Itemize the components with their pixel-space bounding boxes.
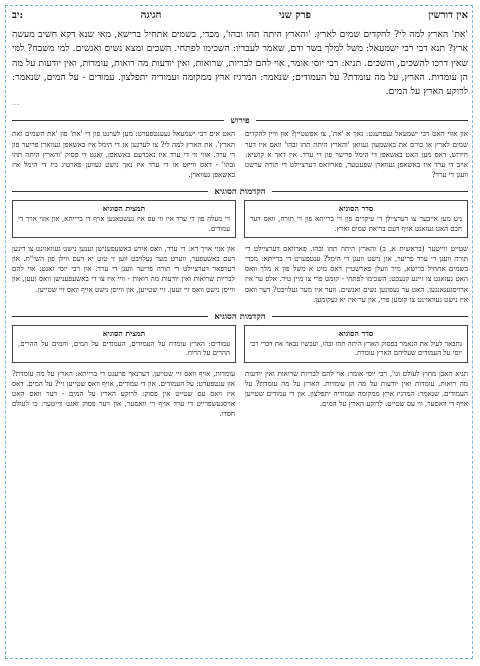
- box-body: נתבאר לעיל את הנאמר בפסוק הארץ היתה תהו ובהו, ועכשיו נבאר את דברי רבי יוסי על העמודים שעליהם הארץ עומדת.: [250, 339, 462, 358]
- section-label: פירוש: [230, 116, 250, 127]
- divider-line: [12, 120, 224, 121]
- seder-box: [244, 325, 468, 363]
- body-column-right: שטייט ווייטער (בראשית א, ב) והארץ היתה תהו ובהו. פארוואס דערציילט די תורה וועגן די ערד פריער, און נישט וועגן די הימל? ענטפערט די ברייתא: מכדי בשמים אתחיל ברישא, מיר וועלן פארשטיין דאס מיט א משל פון א מלך וואס האט געזאגט צו זיינע קנעכט: השכימו לפתחי - קומט פרי צו מיין טיר. אלס ער איז ארויסגעגאנגען, האט ער געפונען נשים ואנשים. ווער איז מער געלויבט? דער וואס איז נישט געוואוינט צו קומען פרי, און ער איז יא געקומען.: [245, 244, 468, 304]
- body-columns: [12, 244, 468, 305]
- page-number: יב:: [12, 10, 24, 21]
- page-header: [12, 10, 468, 26]
- perek-title: פרק שני: [278, 10, 311, 21]
- hakdamat-header: [12, 186, 468, 197]
- summary-boxes-2: [12, 325, 468, 363]
- seder-box: [244, 200, 468, 238]
- ellipsis-mark: ...: [12, 98, 20, 108]
- bottom-column-right: תניא האבן מחוץ לעולם וגו', רבי יוסי אומר: אוי להם לבריות שרואות ואין יודעות מה רואות, עומדות ואין יודעות על מה הן עומדות. הארץ על מה עומדת? על העמודים, שנאמר: המרגיז ארץ ממקומה ועמודיה יתפלצון. און די עמודים שטייען אויף די וואסער, ווי עס שטייט: לרוקע הארץ על המים.: [245, 368, 468, 409]
- box-body: ניט מען אייבער צו דערציילן די עיקרים פון די ברייתא פון די תורה, וואס דער חכם האט געזאגט אויף דעם בריאת שמים וארץ.: [250, 214, 462, 233]
- tamtzis-box: [12, 325, 236, 363]
- perush-column-left: האט אים רבי ישמעאל געענטפערט: מען לערנט פון די 'את' פון 'את השמים ואת הארץ'. את הארץ למה לי? צו לערנען אז די הימל איז באשאפן געווארן פריער פון די ערד. אזוי ווי די ערד איז נאכדעם באשאפן, זאגט די פסוק 'והארץ היתה תהו ובהו' - דאס ווייזט אז די ערד איז נאך נישט געווען פארטיג ביז די הימל איז באשאפן געווארן.: [12, 129, 235, 179]
- divider-line: [256, 120, 468, 121]
- box-body: די מעלה פון די ערד איז ווי עס איז געשטאנען אויף די ברייתא, און אזוי אויך די עמודים.: [18, 214, 230, 233]
- box-title: תמצית הסוגיא: [102, 203, 146, 213]
- summary-boxes: [12, 200, 468, 238]
- perush-header: [12, 115, 468, 126]
- box-title: תמצית הסוגיא: [102, 328, 146, 338]
- bottom-column-left: עומדות, אויף וואס זיי שטייען. דערנאך פרעגט די ברייתא: הארץ על מה עומדת? און ענטפערט: על העמודים. און די עמודים, אויף וואס שטייען זיי? על המים. דאס איז וואס עס שטייט אין פסוק: לרוקע הארץ על המים - דער וואס האט אויסגעשפרייט די ערד אויף די וואסער, און דער פסוק זאגט ווייטער: כי לעולם חסדו.: [12, 368, 235, 419]
- body-column-left: און אזוי אויך דא: די ערד, וואס אירע באשעפענישן זענען נישט געוואוינט צו דינען דעם באשעפער, ווערט מער געלויבט ווען זי טוט יא דעם ווילן פון השי"ת. און דערפאר דערציילט די תורה פריער וועגן די ערד. און רבי יוסי זאגט: אוי להם לבריות שרואות ואין יודעות מה רואות - וויי איז צו די באשעפענישן וואס זעען, און ווייסן נישט וואס זיי זעען. זיי שטייען, און ווייסן נישט אויף וואס זיי שטייען.: [12, 244, 235, 294]
- tamtzis-box: [12, 200, 236, 238]
- hakdamat-header-2: [12, 311, 468, 322]
- perush-column-right: און אזוי האט רבי ישמעאל געפרעגט: נאך א 'את', צו אפשטיין? און וויין להקדים שמים לארץ או כורם את באשמעון געוואן 'והארץ היתה תהו ובהו' וואס איז דער חידוש, דאס מען האט באשאפן די הימל פריער פון די ערד. איז דאך א קושיא: אויב די ערד איז באשאפן געווארן שפעטער, פארוואס דערציילט די תורה ערשט וועגן די ערד?: [245, 129, 468, 179]
- divider-line: [272, 316, 468, 317]
- perush-columns: [12, 129, 468, 179]
- tractate-title: חגיגה: [140, 10, 162, 21]
- gemara-text: 'את' הארץ למה לי? להקדים שמים לארץ. 'והארץ היתה תהו ובהו', מכדי, בשמים אתחיל ברישא, מאי שנא דקא חשיב מעשה ארץ? תנא דבי רבי ישמעאל: משל למלך בשר ודם, שאמר לעבדיו: השכימו לפתחי. השכים ומצא נשים ואנשים. למי משבח? למי שאין דרכו להשכים, והשכים. תניא: רבי יוסי אומר, אוי להם לבריות, שרואות, ואין יודעות מה רואות, עומדות, ואין יודעות על מה הן עומדות. הארץ, על מה עומדת? על העמודים; שנאמר: המרגיז ארץ ממקומה ועמודיה יתפלצון. עמודים - על המים, שנאמר: לרוקע הארץ על המים.: [12, 29, 468, 98]
- divider-line: [272, 191, 468, 192]
- box-title: סדר הסוגיא: [338, 328, 374, 338]
- box-title: סדר הסוגיא: [338, 203, 374, 213]
- box-body: עמודים: הארץ עומדת על העמודים, העמודים על המים, והמים על ההרים, ההרים על הרוח.: [18, 339, 230, 358]
- document-page: [12, 10, 468, 654]
- divider-line: [12, 316, 208, 317]
- section-label: הקדמות הסוגיא: [214, 311, 266, 322]
- section-label: הקדמות הסוגיא: [214, 186, 266, 197]
- chapter-title: אין דורשין: [428, 10, 468, 21]
- divider-line: [12, 191, 208, 192]
- bottom-columns: [12, 369, 468, 419]
